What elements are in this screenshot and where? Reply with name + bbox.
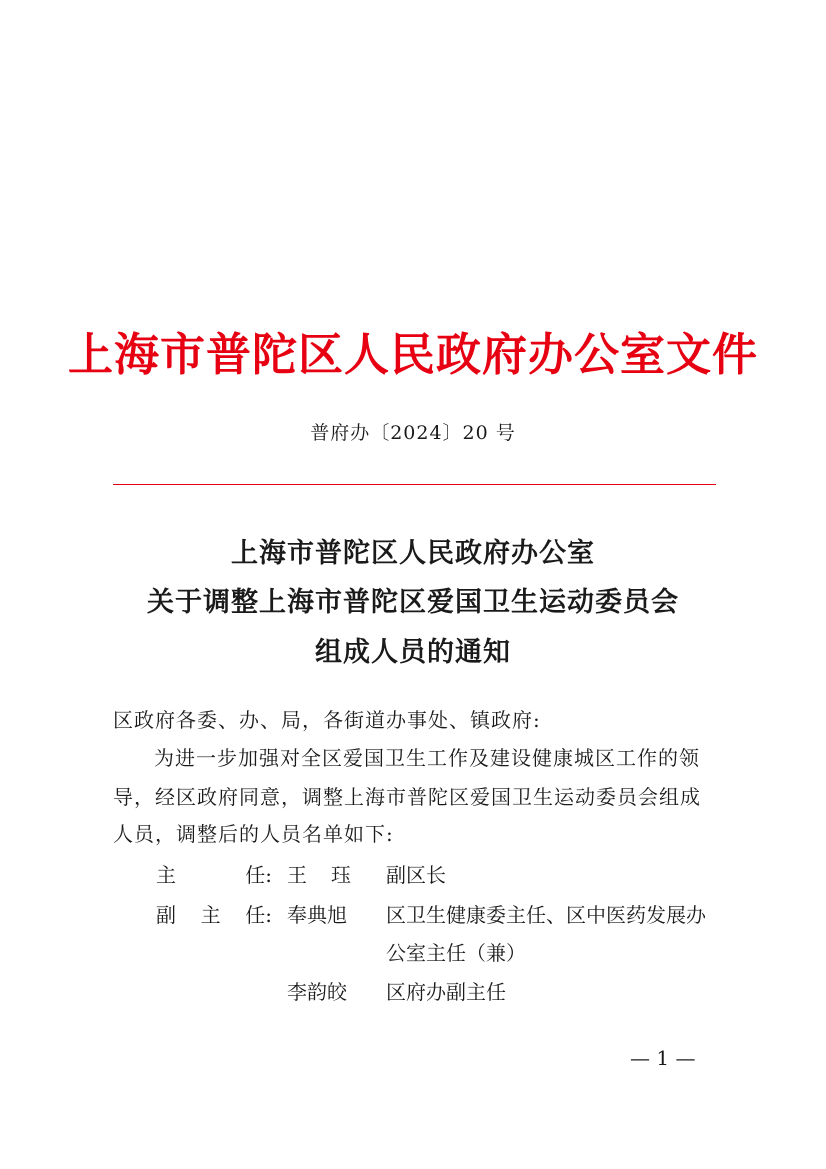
header-divider bbox=[113, 484, 716, 485]
member-position-deputy-1-line-1: 区卫生健康委主任、区中医药发展办 bbox=[386, 903, 706, 927]
member-position-deputy-2: 区府办副主任 bbox=[386, 980, 506, 1004]
subject-line-2: 关于调整上海市普陀区爱国卫生运动委员会 bbox=[147, 587, 679, 618]
member-title-director bbox=[156, 859, 272, 888]
paragraph-line-3: 人员，调整后的人员名单如下: bbox=[113, 822, 394, 846]
title-char: 任: bbox=[245, 903, 272, 927]
member-name-deputy-1: 奉典旭 bbox=[287, 903, 347, 927]
recipients-line: 区政府各委、办、局，各街道办事处、镇政府: bbox=[113, 708, 541, 732]
title-char: 任: bbox=[245, 863, 272, 887]
member-title-deputy bbox=[156, 899, 272, 928]
member-name-director bbox=[287, 859, 351, 888]
title-char: 主 bbox=[200, 903, 221, 927]
paragraph-line-2: 导，经区政府同意，调整上海市普陀区爱国卫生运动委员会组成 bbox=[113, 785, 701, 809]
paragraph-line-1: 为进一步加强对全区爱国卫生工作及建设健康城区工作的领 bbox=[154, 746, 700, 770]
name-char: 王 bbox=[287, 863, 307, 887]
member-position-director: 副区长 bbox=[386, 863, 446, 887]
subject-line-3: 组成人员的通知 bbox=[315, 637, 511, 668]
subject-line-1: 上海市普陀区人民政府办公室 bbox=[231, 538, 595, 569]
name-char: 珏 bbox=[331, 863, 351, 887]
member-position-deputy-1-line-2: 公室主任（兼） bbox=[386, 941, 526, 965]
title-char: 副 bbox=[156, 903, 176, 927]
page-number: — 1 — bbox=[630, 1046, 696, 1070]
document-number: 普府办〔2024〕20 号 bbox=[310, 422, 516, 444]
document-header-title: 上海市普陀区人民政府办公室文件 bbox=[67, 328, 758, 381]
member-name-deputy-2: 李韵皎 bbox=[287, 980, 347, 1004]
title-char: 主 bbox=[156, 863, 176, 887]
